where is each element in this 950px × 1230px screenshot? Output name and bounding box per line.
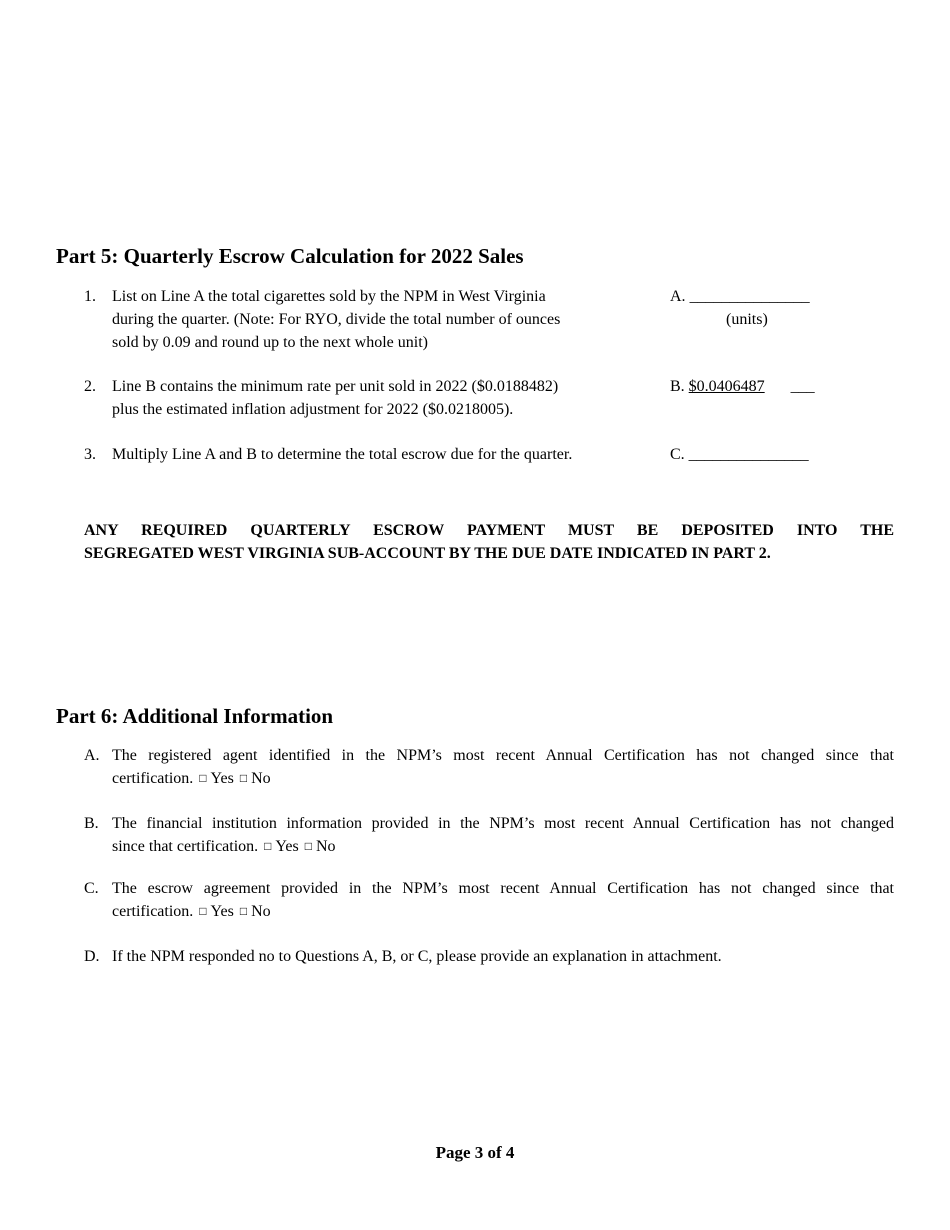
- part5-heading: Part 5: Quarterly Escrow Calculation for 2022 Sales: [56, 244, 524, 268]
- line-b-field: [670, 375, 815, 398]
- item-d-text: If the NPM responded no to Questions A, B, or C, please provide an explanation in attachment.: [112, 948, 722, 965]
- item-2-text: [112, 375, 652, 421]
- item-b-yes-label: Yes: [275, 838, 299, 855]
- line-b-value: $0.0406487: [688, 378, 765, 395]
- item-a-letter: A.: [84, 747, 100, 764]
- item-c-line-1: The escrow agreement provided in the NPM’s most recent Annual Certification has not changed since that: [112, 880, 894, 897]
- notice-line-1: ANY REQUIRED QUARTERLY ESCROW PAYMENT MUST BE DEPOSITED INTO THE: [84, 522, 894, 539]
- line-b-suffix: ___: [790, 378, 815, 395]
- item-c-text: [112, 877, 894, 924]
- item-c-letter: C.: [84, 880, 99, 897]
- line-c-blank[interactable]: _______________: [688, 446, 809, 463]
- item-c-yes-checkbox[interactable]: □: [199, 904, 207, 918]
- item-c-line-2: certification.: [112, 903, 194, 920]
- item-a-no-checkbox[interactable]: □: [239, 771, 248, 785]
- line-c-label: C.: [670, 446, 685, 463]
- item-a-no-label: No: [251, 770, 271, 787]
- item-a-line-1: The registered agent identified in the NPM’s most recent Annual Certification has not changed since that: [112, 747, 894, 764]
- item-c-no-label: No: [251, 903, 271, 920]
- item-1-line-1: List on Line A the total cigarettes sold by the NPM in West Virginia: [112, 288, 546, 305]
- line-a-field[interactable]: [670, 285, 810, 308]
- item-3-text: [112, 443, 657, 466]
- item-b-yes-checkbox[interactable]: □: [264, 839, 272, 853]
- item-3-line-1: Multiply Line A and B to determine the total escrow due for the quarter.: [112, 446, 573, 463]
- part6-heading: Part 6: Additional Information: [56, 704, 334, 728]
- item-3-number: 3.: [84, 446, 96, 463]
- item-1-line-3: sold by 0.09 and round up to the next whole unit): [112, 334, 428, 351]
- item-a-yes-checkbox[interactable]: □: [199, 771, 207, 785]
- item-a-text: [112, 744, 894, 791]
- item-b-no-label: No: [315, 838, 336, 855]
- item-1-text: [112, 285, 652, 354]
- item-2-line-2: plus the estimated inflation adjustment for 2022 ($0.0218005).: [112, 401, 514, 418]
- line-a-units-note: (units): [726, 311, 768, 328]
- item-1-number: 1.: [84, 288, 96, 305]
- line-a-label: A.: [670, 288, 686, 305]
- item-d-letter: D.: [84, 948, 100, 965]
- item-2-line-1: Line B contains the minimum rate per unit sold in 2022 ($0.0188482): [112, 378, 559, 395]
- item-c-no-checkbox[interactable]: □: [239, 904, 248, 918]
- item-c-yes-label: Yes: [210, 903, 234, 920]
- item-a-line-2: certification.: [112, 770, 194, 787]
- item-b-no-checkbox[interactable]: □: [304, 839, 312, 853]
- notice-line-2: SEGREGATED WEST VIRGINIA SUB-ACCOUNT BY THE DUE DATE INDICATED IN PART 2.: [84, 545, 771, 562]
- item-b-line-1: The financial institution information provided in the NPM’s most recent Annual Certification has not changed: [112, 815, 894, 832]
- item-a-yes-label: Yes: [210, 770, 234, 787]
- item-b-text: [112, 812, 894, 859]
- item-b-letter: B.: [84, 815, 99, 832]
- line-a-blank[interactable]: _______________: [689, 288, 810, 305]
- line-b-label: B.: [670, 378, 685, 395]
- item-b-line-2: since that certification.: [112, 838, 259, 855]
- escrow-deposit-notice: [84, 519, 894, 565]
- item-1-line-2: during the quarter. (Note: For RYO, divide the total number of ounces: [112, 311, 561, 328]
- page-number: Page 3 of 4: [435, 1143, 515, 1162]
- line-c-field[interactable]: [670, 443, 809, 466]
- item-2-number: 2.: [84, 378, 96, 395]
